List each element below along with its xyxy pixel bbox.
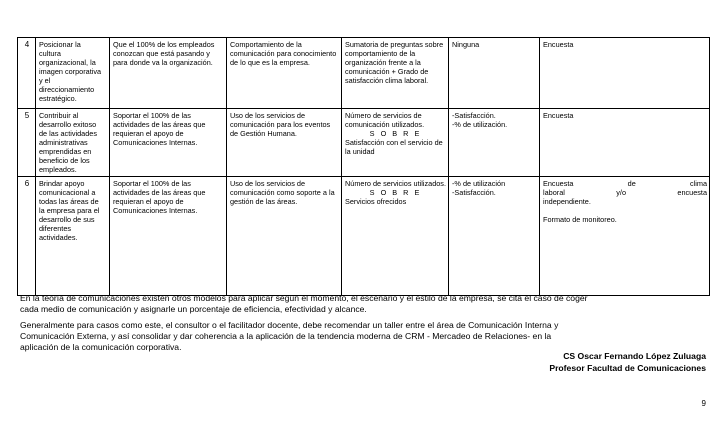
cell-line: comunicación + Grado de: [345, 67, 429, 76]
cell-line: para donde va la organización.: [113, 58, 213, 67]
cell-line: Soportar el 100% de las: [113, 111, 191, 120]
row-number: 4: [18, 38, 36, 109]
table-cell: [36, 109, 110, 177]
sobre-label: S O B R E: [369, 129, 422, 138]
cell-line: -Satisfacción.: [452, 188, 496, 197]
sobre-label: S O B R E: [369, 188, 422, 197]
paragraph-recommendation: [20, 320, 710, 353]
cell-line: emprendidas en: [39, 147, 92, 156]
cell-line: -Satisfacción.: [452, 111, 496, 120]
cell-line: laboral y/o encuesta: [543, 188, 707, 197]
cell-line: estratégico.: [39, 94, 77, 103]
cell-line: Comportamiento de la: [230, 40, 302, 49]
cell-line: imagen corporativa: [39, 67, 102, 76]
table-cell: [227, 109, 342, 177]
cell-line: Uso de los servicios de: [230, 179, 306, 188]
author-name: CS Oscar Fernando López Zuluaga: [563, 351, 706, 361]
paragraph-line: cada medio de comunicación y asignarle un porcentaje de eficiencia, efectividad y alcance.: [20, 304, 367, 314]
paragraph-line: Generalmente para casos como este, el consultor o el facilitador docente, debe recomendar un taller entre el área de Comunicación Interna y: [20, 320, 559, 330]
cell-line: desarrollo de sus: [39, 215, 95, 224]
cell-line: direccionamiento: [39, 85, 95, 94]
cell-line: comunicación utilizados.: [345, 120, 425, 129]
table-cell: [110, 177, 227, 296]
cell-line: organización frente a la: [345, 58, 421, 67]
cell-line: Que el 100% de los empleados: [113, 40, 215, 49]
table-cell: [449, 38, 540, 109]
cell-line: Servicios ofrecidos: [345, 197, 407, 206]
table-cell: [36, 38, 110, 109]
table-cell: [110, 109, 227, 177]
cell-line: todas las áreas de: [39, 197, 99, 206]
cell-line: Sumatoria de preguntas sobre: [345, 40, 444, 49]
cell-line: Número de servicios de: [345, 111, 422, 120]
paragraph-models: [20, 293, 710, 315]
cell-line: gestión de las áreas.: [230, 197, 298, 206]
cell-line: Ninguna: [452, 40, 480, 49]
cell-line: de las actividades: [39, 129, 98, 138]
cell-line: de Gestión Humana.: [230, 129, 297, 138]
table-cell: [342, 177, 449, 296]
table-cell: [540, 38, 710, 109]
table-cell: [110, 38, 227, 109]
row-number: 6: [18, 177, 36, 296]
table-row: [18, 38, 710, 109]
table-cell: [449, 109, 540, 177]
cell-line: desarrollo exitoso: [39, 120, 97, 129]
cell-line: actividades de las áreas que: [113, 120, 206, 129]
cell-line: la empresa para el: [39, 206, 100, 215]
cell-line: de lo que es la empresa.: [230, 58, 310, 67]
cell-line: Contribuir al: [39, 111, 79, 120]
cell-line: Comunicaciones Internas.: [113, 206, 198, 215]
cell-line: la unidad: [345, 147, 375, 156]
row-number: 5: [18, 109, 36, 177]
indicators-table: [17, 37, 710, 296]
table-cell: [342, 38, 449, 109]
cell-line: Comunicaciones Internas.: [113, 138, 198, 147]
table-cell: [540, 177, 710, 296]
cell-line: Formato de monitoreo.: [543, 215, 617, 224]
cell-line: Brindar apoyo: [39, 179, 85, 188]
cell-line: beneficio de los: [39, 156, 90, 165]
cell-line: actividades.: [39, 233, 78, 242]
cell-gap: [543, 206, 707, 215]
cell-line: comunicacional a: [39, 188, 96, 197]
author-title: Profesor Facultad de Comunicaciones: [549, 363, 706, 373]
table-cell: [227, 38, 342, 109]
cell-line: y el: [39, 76, 51, 85]
cell-line: comunicación para los eventos: [230, 120, 331, 129]
cell-line: conozcan que está pasando y: [113, 49, 210, 58]
cell-line: Soportar el 100% de las: [113, 179, 191, 188]
cell-line: -% de utilización: [452, 179, 506, 188]
cell-line: comunicación para conocimiento: [230, 49, 337, 58]
cell-line: independiente.: [543, 197, 591, 206]
table-cell: [227, 177, 342, 296]
paragraph-line: En la teoría de comunicaciones existen otros modelos para aplicar según el momento, el escenario y el estilo de la empresa, se cita el caso de coger: [20, 293, 588, 303]
cell-line: requieran el apoyo de: [113, 197, 184, 206]
paragraph-line: Comunicación Externa, y así consolidar y dar coherencia a la aplicación de la tendencia moderna de CRM - Mercadeo de Relaciones- en la: [20, 331, 552, 341]
table-row: [18, 109, 710, 177]
cell-line: Encuesta: [543, 40, 574, 49]
cell-line: -% de utilización.: [452, 120, 508, 129]
table-cell: [36, 177, 110, 296]
cell-line: cultura: [39, 49, 61, 58]
cell-line: diferentes: [39, 224, 72, 233]
cell-line: Encuesta de clima: [543, 179, 707, 188]
page-number: 9: [701, 399, 706, 408]
table-row: [18, 177, 710, 296]
cell-line: organizacional, la: [39, 58, 96, 67]
cell-line: Encuesta: [543, 111, 574, 120]
cell-line: comportamiento de la: [345, 49, 416, 58]
table-cell: [342, 109, 449, 177]
cell-line: administrativas: [39, 138, 88, 147]
cell-line: requieran el apoyo de: [113, 129, 184, 138]
cell-line: actividades de las áreas que: [113, 188, 206, 197]
table-cell: [449, 177, 540, 296]
cell-line: comunicación como soporte a la: [230, 188, 335, 197]
cell-line: Número de servicios utilizados.: [345, 179, 446, 188]
cell-line: Satisfacción con el servicio de: [345, 138, 443, 147]
cell-line: Uso de los servicios de: [230, 111, 306, 120]
cell-line: Posicionar la: [39, 40, 81, 49]
table-cell: [540, 109, 710, 177]
cell-line: empleados.: [39, 165, 77, 174]
paragraph-line: aplicación de la comunicación corporativa.: [20, 342, 182, 352]
cell-line: satisfacción clima laboral.: [345, 76, 429, 85]
